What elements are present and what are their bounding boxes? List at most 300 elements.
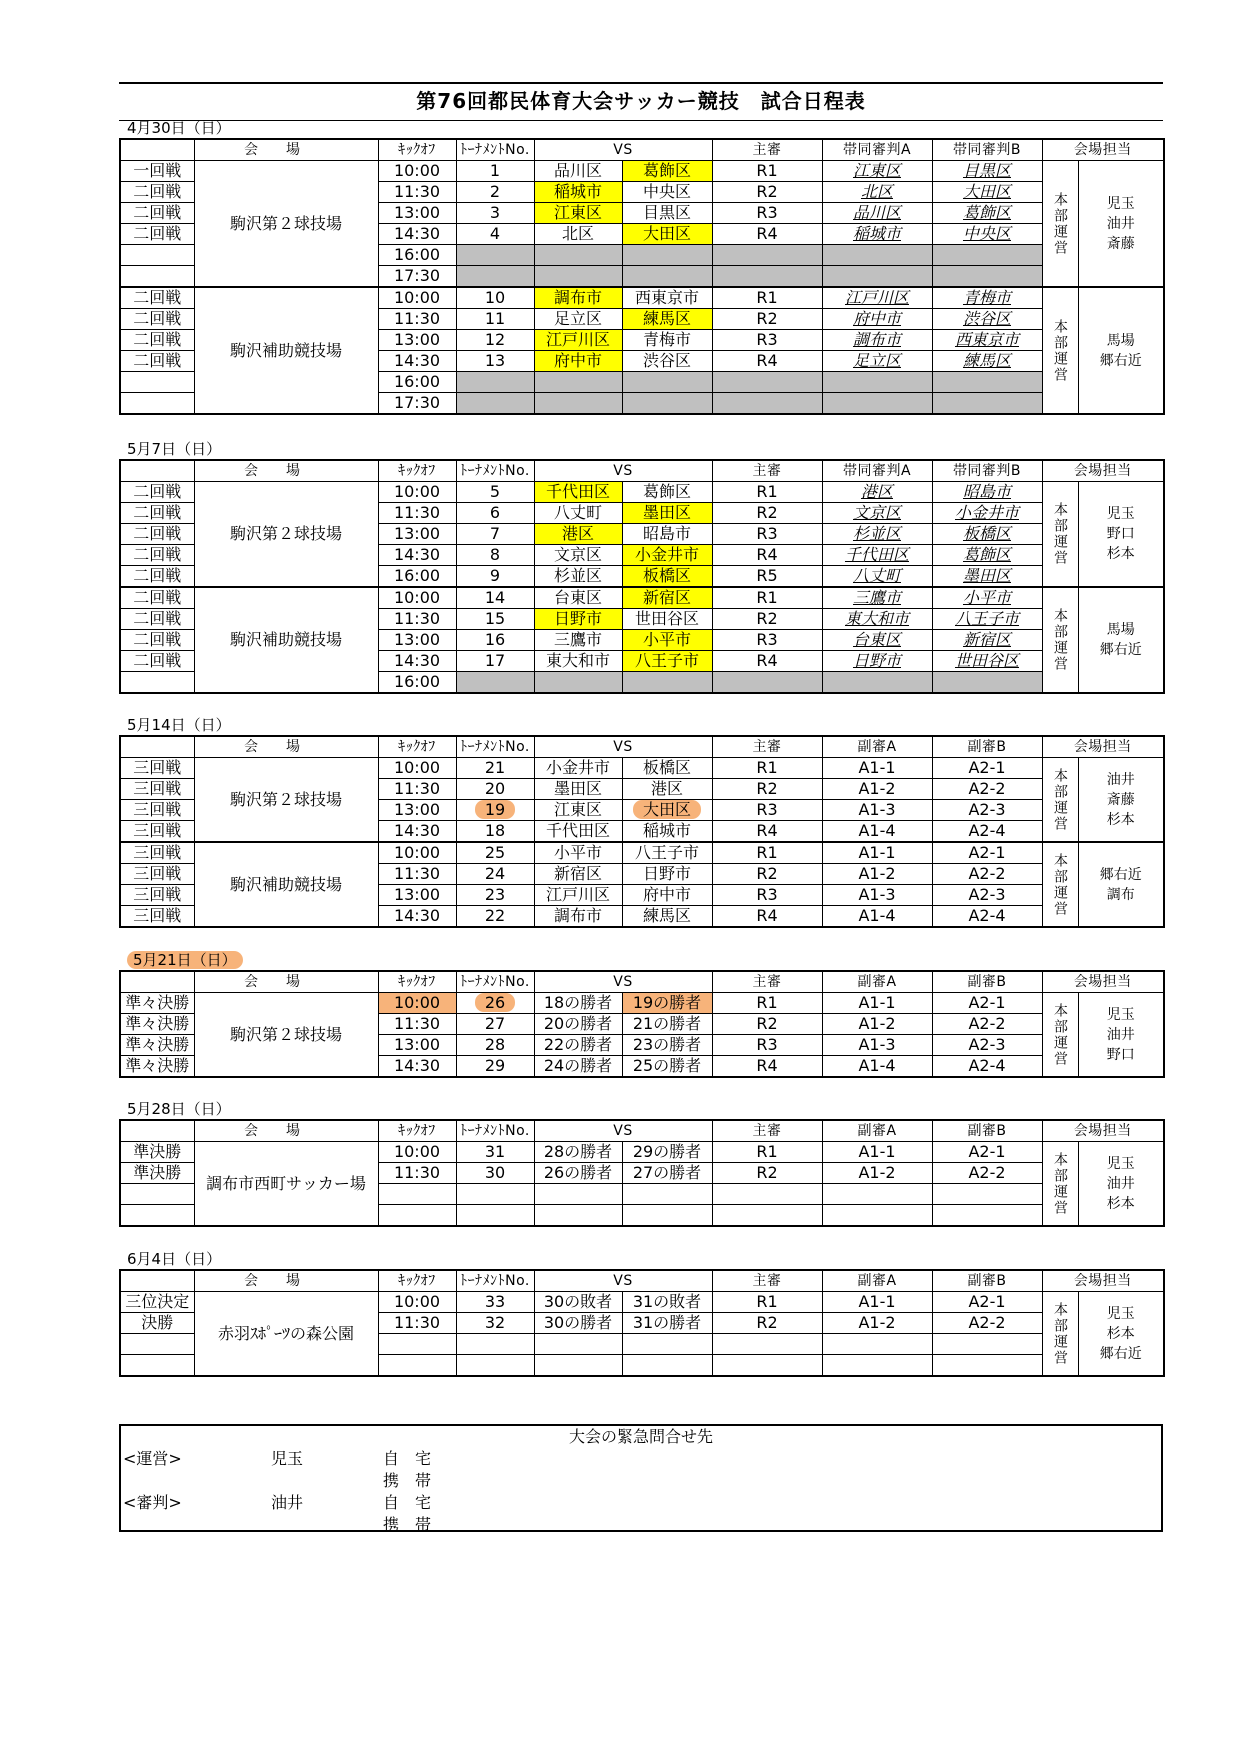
team1-cell: 20の勝者 bbox=[534, 1014, 622, 1035]
round-cell: 準々決勝 bbox=[120, 1035, 194, 1056]
contact-role: <運営> bbox=[123, 1449, 182, 1468]
assistant-b-cell: A2-3 bbox=[932, 1035, 1042, 1056]
kickoff-cell bbox=[378, 587, 456, 609]
team2-cell bbox=[622, 161, 712, 182]
kickoff-time: 14:30 bbox=[393, 351, 441, 370]
venue-cell: 赤羽ｽﾎﾟｰﾂの森公園 bbox=[194, 1292, 378, 1377]
team2-cell bbox=[622, 630, 712, 651]
kickoff-cell bbox=[378, 758, 456, 779]
team2-cell bbox=[622, 779, 712, 800]
kickoff-time: 13:00 bbox=[393, 203, 441, 222]
match-number: 24 bbox=[484, 864, 506, 883]
table-row bbox=[120, 993, 1164, 1014]
round-cell: 三回戦 bbox=[120, 906, 194, 928]
referee-cell bbox=[712, 393, 822, 415]
assistant-b-cell: 練馬区 bbox=[932, 351, 1042, 372]
assistant-b-cell bbox=[932, 1205, 1042, 1227]
team1-cell bbox=[534, 245, 622, 266]
team2-name: 大田区 bbox=[642, 224, 691, 243]
referee-cell bbox=[712, 1184, 822, 1205]
team2-name: 29の勝者 bbox=[632, 1142, 702, 1161]
header-vs: VS bbox=[534, 1120, 712, 1142]
referee-cell: R1 bbox=[712, 1292, 822, 1313]
referee-cell: R3 bbox=[712, 800, 822, 821]
section-date-text: 4月30日（日） bbox=[127, 119, 231, 137]
assistant-b-cell: A2-1 bbox=[932, 842, 1042, 864]
match-number: 16 bbox=[484, 630, 506, 649]
referee-cell: R2 bbox=[712, 1014, 822, 1035]
team1-cell: 江東区 bbox=[534, 800, 622, 821]
staff-cell bbox=[1078, 993, 1164, 1078]
header-venue: 会場 bbox=[194, 460, 378, 482]
kickoff-time: 10:00 bbox=[393, 1142, 441, 1161]
match-number-cell bbox=[456, 224, 534, 245]
kickoff-cell bbox=[378, 524, 456, 545]
header-vs: VS bbox=[534, 139, 712, 161]
header-assistant-b: 副審B bbox=[932, 1270, 1042, 1292]
header-kickoff: ｷｯｸｵﾌ bbox=[378, 1270, 456, 1292]
round-cell: 三回戦 bbox=[120, 779, 194, 800]
match-number: 18 bbox=[484, 821, 506, 840]
header-round bbox=[120, 139, 194, 161]
schedule-section bbox=[119, 950, 1163, 1078]
header-staff: 会場担当 bbox=[1042, 139, 1164, 161]
kickoff-cell bbox=[378, 864, 456, 885]
round-cell: 二回戦 bbox=[120, 287, 194, 309]
team2-cell bbox=[622, 287, 712, 309]
schedule-section bbox=[119, 1099, 1163, 1227]
match-number: 27 bbox=[484, 1014, 506, 1033]
round-cell: 二回戦 bbox=[120, 587, 194, 609]
kickoff-cell bbox=[378, 224, 456, 245]
assistant-a-cell bbox=[822, 266, 932, 288]
header-kickoff: ｷｯｸｵﾌ bbox=[378, 971, 456, 993]
round-cell: 二回戦 bbox=[120, 224, 194, 245]
team2-cell bbox=[622, 864, 712, 885]
assistant-a-cell bbox=[822, 1205, 932, 1227]
round-cell: 準々決勝 bbox=[120, 1014, 194, 1035]
team2-name: 青梅市 bbox=[642, 330, 691, 349]
round-cell bbox=[120, 393, 194, 415]
referee-cell: R3 bbox=[712, 885, 822, 906]
match-number-cell bbox=[456, 1035, 534, 1056]
team2-name: 葛飾区 bbox=[642, 482, 691, 501]
round-cell bbox=[120, 1184, 194, 1205]
staff-cell bbox=[1078, 287, 1164, 414]
match-number-cell bbox=[456, 587, 534, 609]
table-row bbox=[120, 758, 1164, 779]
round-cell: 準決勝 bbox=[120, 1163, 194, 1184]
kickoff-cell bbox=[378, 630, 456, 651]
section-date-text: 5月7日（日） bbox=[127, 440, 222, 458]
assistant-b-cell: 墨田区 bbox=[932, 566, 1042, 588]
kickoff-time: 11:30 bbox=[393, 309, 441, 328]
staff-cell bbox=[1078, 1142, 1164, 1227]
staff-name: 野口 bbox=[1106, 1046, 1135, 1063]
header-assistant-a: 帯同審判A bbox=[822, 139, 932, 161]
team1-cell: 三鷹市 bbox=[534, 630, 622, 651]
team2-cell bbox=[622, 393, 712, 415]
header-assistant-b: 帯同審判B bbox=[932, 139, 1042, 161]
staff-name: 斎藤 bbox=[1106, 235, 1135, 252]
round-cell bbox=[120, 672, 194, 694]
round-cell: 二回戦 bbox=[120, 330, 194, 351]
team1-cell bbox=[534, 1334, 622, 1355]
team1-cell: 24の勝者 bbox=[534, 1056, 622, 1078]
venue-cell: 駒沢補助競技場 bbox=[194, 587, 378, 693]
assistant-a-cell: 港区 bbox=[822, 482, 932, 503]
match-number-cell bbox=[456, 906, 534, 928]
assistant-b-cell: 昭島市 bbox=[932, 482, 1042, 503]
venue-cell: 駒沢補助競技場 bbox=[194, 842, 378, 927]
team2-name: 小金井市 bbox=[634, 545, 699, 564]
match-number: 13 bbox=[484, 351, 506, 370]
team1-cell bbox=[534, 1205, 622, 1227]
team2-cell bbox=[622, 1056, 712, 1078]
match-number-cell bbox=[456, 1163, 534, 1184]
section-date bbox=[119, 715, 1163, 735]
referee-cell: R2 bbox=[712, 864, 822, 885]
header-round bbox=[120, 971, 194, 993]
kickoff-cell bbox=[378, 545, 456, 566]
kickoff-time: 11:30 bbox=[393, 1313, 441, 1332]
kickoff-time: 16:00 bbox=[393, 372, 441, 391]
assistant-b-cell bbox=[932, 372, 1042, 393]
assistant-a-cell: A1-1 bbox=[822, 1142, 932, 1163]
team2-name: 八王子市 bbox=[634, 843, 699, 862]
header-staff: 会場担当 bbox=[1042, 736, 1164, 758]
team2-cell bbox=[622, 503, 712, 524]
table-row bbox=[120, 842, 1164, 864]
team2-cell bbox=[622, 203, 712, 224]
assistant-a-cell bbox=[822, 1184, 932, 1205]
header-assistant-a: 副審A bbox=[822, 1120, 932, 1142]
team2-cell bbox=[622, 566, 712, 588]
management-cell: 本部運営 bbox=[1042, 1142, 1078, 1227]
referee-cell: R4 bbox=[712, 224, 822, 245]
team2-name: 板橋区 bbox=[642, 758, 691, 777]
table-row bbox=[120, 161, 1164, 182]
match-number-cell bbox=[456, 672, 534, 694]
staff-cell bbox=[1078, 161, 1164, 288]
staff-name: 杉本 bbox=[1106, 546, 1135, 562]
header-referee: 主審 bbox=[712, 736, 822, 758]
assistant-b-cell: 目黒区 bbox=[932, 161, 1042, 182]
team2-cell bbox=[622, 842, 712, 864]
kickoff-cell bbox=[378, 245, 456, 266]
management-cell: 本部運営 bbox=[1042, 758, 1078, 843]
match-number-cell bbox=[456, 266, 534, 288]
team2-cell bbox=[622, 672, 712, 694]
assistant-a-cell bbox=[822, 372, 932, 393]
kickoff-time: 10:00 bbox=[393, 993, 441, 1012]
referee-cell: R1 bbox=[712, 993, 822, 1014]
assistant-b-cell: A2-2 bbox=[932, 1163, 1042, 1184]
team2-name: 中央区 bbox=[642, 182, 691, 201]
schedule-table bbox=[119, 459, 1165, 694]
round-cell: 三回戦 bbox=[120, 800, 194, 821]
section-date bbox=[119, 1249, 1163, 1269]
team1-cell: 稲城市 bbox=[534, 182, 622, 203]
referee-cell: R2 bbox=[712, 1313, 822, 1334]
management-cell: 本部運営 bbox=[1042, 161, 1078, 288]
team2-name: 19の勝者 bbox=[632, 993, 702, 1012]
staff-name: 油井 bbox=[1106, 1175, 1135, 1192]
referee-cell: R2 bbox=[712, 182, 822, 203]
kickoff-cell bbox=[378, 1163, 456, 1184]
referee-cell bbox=[712, 1355, 822, 1377]
header-row bbox=[120, 460, 1164, 482]
staff-name: 郷右近 bbox=[1099, 866, 1142, 883]
header-round bbox=[120, 460, 194, 482]
referee-cell: R1 bbox=[712, 758, 822, 779]
header-referee: 主審 bbox=[712, 460, 822, 482]
team2-name: 板橋区 bbox=[642, 566, 691, 585]
referee-cell: R4 bbox=[712, 906, 822, 928]
round-cell: 一回戦 bbox=[120, 161, 194, 182]
schedule-table bbox=[119, 1119, 1165, 1227]
schedule-section bbox=[119, 118, 1163, 415]
assistant-a-cell: 品川区 bbox=[822, 203, 932, 224]
assistant-a-cell bbox=[822, 245, 932, 266]
staff-name: 児玉 bbox=[1106, 1305, 1135, 1322]
management-cell: 本部運営 bbox=[1042, 482, 1078, 588]
referee-cell: R1 bbox=[712, 287, 822, 309]
kickoff-cell bbox=[378, 393, 456, 415]
referee-cell bbox=[712, 372, 822, 393]
team2-name: 墨田区 bbox=[642, 503, 691, 522]
assistant-b-cell: A2-1 bbox=[932, 1292, 1042, 1313]
venue-cell: 駒沢第２球技場 bbox=[194, 482, 378, 588]
round-cell bbox=[120, 372, 194, 393]
referee-cell: R5 bbox=[712, 566, 822, 588]
match-number-cell bbox=[456, 1355, 534, 1377]
header-referee: 主審 bbox=[712, 1120, 822, 1142]
contact-role: <審判> bbox=[123, 1493, 182, 1512]
team2-name: 31の勝者 bbox=[632, 1313, 702, 1332]
staff-name: 油井 bbox=[1106, 1026, 1135, 1043]
team2-name: 港区 bbox=[650, 779, 683, 798]
team1-cell: 港区 bbox=[534, 524, 622, 545]
management-cell: 本部運営 bbox=[1042, 587, 1078, 693]
kickoff-cell bbox=[378, 885, 456, 906]
referee-cell bbox=[712, 1205, 822, 1227]
assistant-b-cell: 渋谷区 bbox=[932, 309, 1042, 330]
team2-name: 小平市 bbox=[642, 630, 691, 649]
assistant-a-cell: A1-2 bbox=[822, 1163, 932, 1184]
referee-cell: R4 bbox=[712, 545, 822, 566]
header-venue: 会場 bbox=[194, 139, 378, 161]
team2-cell bbox=[622, 372, 712, 393]
referee-cell: R1 bbox=[712, 842, 822, 864]
assistant-a-cell: A1-4 bbox=[822, 821, 932, 843]
team2-name: 27の勝者 bbox=[632, 1163, 702, 1182]
table-row bbox=[120, 1292, 1164, 1313]
section-date-text: 5月14日（日） bbox=[127, 716, 231, 734]
assistant-a-cell: A1-2 bbox=[822, 1313, 932, 1334]
team2-cell bbox=[622, 309, 712, 330]
match-number: 29 bbox=[484, 1056, 506, 1075]
header-referee: 主審 bbox=[712, 1270, 822, 1292]
team2-name: 葛飾区 bbox=[642, 161, 691, 180]
assistant-b-cell: A2-2 bbox=[932, 779, 1042, 800]
team1-cell: 墨田区 bbox=[534, 779, 622, 800]
assistant-a-cell bbox=[822, 1355, 932, 1377]
assistant-a-cell: A1-4 bbox=[822, 1056, 932, 1078]
schedule-table bbox=[119, 970, 1165, 1078]
assistant-b-cell: 世田谷区 bbox=[932, 651, 1042, 672]
match-number: 14 bbox=[484, 588, 506, 607]
staff-name: 野口 bbox=[1106, 526, 1135, 542]
kickoff-time: 11:30 bbox=[393, 1163, 441, 1182]
assistant-a-cell: A1-2 bbox=[822, 864, 932, 885]
assistant-a-cell bbox=[822, 393, 932, 415]
kickoff-time: 11:30 bbox=[393, 182, 441, 201]
match-number: 25 bbox=[484, 843, 506, 862]
contact-name: 児玉 bbox=[271, 1449, 304, 1468]
staff-name: 油井 bbox=[1106, 215, 1135, 232]
team1-cell: 台東区 bbox=[534, 587, 622, 609]
team1-cell: 28の勝者 bbox=[534, 1142, 622, 1163]
contact-box bbox=[119, 1424, 1163, 1532]
kickoff-time: 13:00 bbox=[393, 630, 441, 649]
venue-cell: 駒沢第２球技場 bbox=[194, 758, 378, 843]
kickoff-cell bbox=[378, 330, 456, 351]
header-round bbox=[120, 1120, 194, 1142]
kickoff-time: 17:30 bbox=[393, 266, 441, 285]
team1-cell: 八丈町 bbox=[534, 503, 622, 524]
referee-cell bbox=[712, 1334, 822, 1355]
team1-cell: 30の敗者 bbox=[534, 1292, 622, 1313]
kickoff-time: 14:30 bbox=[393, 906, 441, 925]
header-referee: 主審 bbox=[712, 971, 822, 993]
assistant-a-cell: A1-2 bbox=[822, 1014, 932, 1035]
header-venue: 会場 bbox=[194, 1120, 378, 1142]
team1-cell: 文京区 bbox=[534, 545, 622, 566]
match-number-cell bbox=[456, 524, 534, 545]
match-number-cell bbox=[456, 821, 534, 843]
team2-cell bbox=[622, 545, 712, 566]
kickoff-time: 11:30 bbox=[393, 503, 441, 522]
staff-cell bbox=[1078, 842, 1164, 927]
kickoff-cell bbox=[378, 651, 456, 672]
header-assistant-a: 副審A bbox=[822, 971, 932, 993]
kickoff-cell bbox=[378, 842, 456, 864]
assistant-a-cell: A1-1 bbox=[822, 758, 932, 779]
venue-cell: 駒沢補助競技場 bbox=[194, 287, 378, 414]
referee-cell: R1 bbox=[712, 1142, 822, 1163]
match-number: 9 bbox=[489, 566, 501, 585]
assistant-a-cell: 文京区 bbox=[822, 503, 932, 524]
match-number-cell bbox=[456, 545, 534, 566]
assistant-a-cell: A1-3 bbox=[822, 885, 932, 906]
team2-cell bbox=[622, 758, 712, 779]
contact-type: 自 宅 bbox=[383, 1449, 432, 1468]
referee-cell: R2 bbox=[712, 609, 822, 630]
assistant-b-cell: 西東京市 bbox=[932, 330, 1042, 351]
team2-name: 渋谷区 bbox=[642, 351, 691, 370]
match-number-cell bbox=[456, 330, 534, 351]
table-row bbox=[120, 1142, 1164, 1163]
match-number: 5 bbox=[489, 482, 501, 501]
kickoff-time: 11:30 bbox=[393, 779, 441, 798]
round-cell bbox=[120, 1205, 194, 1227]
team1-cell bbox=[534, 1184, 622, 1205]
table-row bbox=[120, 287, 1164, 309]
header-venue: 会場 bbox=[194, 736, 378, 758]
referee-cell: R2 bbox=[712, 779, 822, 800]
team1-cell: 調布市 bbox=[534, 906, 622, 928]
match-number-cell bbox=[456, 864, 534, 885]
team1-cell: 26の勝者 bbox=[534, 1163, 622, 1184]
match-number-cell bbox=[456, 800, 534, 821]
team2-name: 25の勝者 bbox=[632, 1056, 702, 1075]
header-row bbox=[120, 1270, 1164, 1292]
team2-cell bbox=[622, 1292, 712, 1313]
kickoff-time: 14:30 bbox=[393, 545, 441, 564]
assistant-b-cell: A2-4 bbox=[932, 906, 1042, 928]
match-number-cell bbox=[456, 309, 534, 330]
team2-name: 府中市 bbox=[642, 885, 691, 904]
match-number-cell bbox=[456, 630, 534, 651]
assistant-b-cell: A2-2 bbox=[932, 1313, 1042, 1334]
assistant-a-cell: A1-3 bbox=[822, 1035, 932, 1056]
referee-cell: R3 bbox=[712, 630, 822, 651]
header-assistant-a: 副審A bbox=[822, 736, 932, 758]
assistant-b-cell: A2-1 bbox=[932, 993, 1042, 1014]
section-date-text: 5月21日（日） bbox=[127, 951, 243, 969]
header-number: ﾄｰﾅﾒﾝﾄNo. bbox=[456, 1120, 534, 1142]
venue-cell: 調布市西町サッカー場 bbox=[194, 1142, 378, 1227]
match-number-cell bbox=[456, 758, 534, 779]
assistant-b-cell: 葛飾区 bbox=[932, 203, 1042, 224]
staff-name: 郷右近 bbox=[1099, 352, 1142, 369]
staff-name: 児玉 bbox=[1106, 1006, 1135, 1023]
kickoff-cell bbox=[378, 800, 456, 821]
schedule-table bbox=[119, 1269, 1165, 1377]
team2-name: 稲城市 bbox=[642, 821, 691, 840]
match-number-cell bbox=[456, 566, 534, 588]
management-cell: 本部運営 bbox=[1042, 1292, 1078, 1377]
staff-name: 杉本 bbox=[1106, 811, 1135, 828]
header-kickoff: ｷｯｸｵﾌ bbox=[378, 460, 456, 482]
match-number-cell bbox=[456, 393, 534, 415]
title-bar bbox=[119, 82, 1163, 121]
match-number-cell bbox=[456, 351, 534, 372]
team2-cell bbox=[622, 1355, 712, 1377]
kickoff-cell bbox=[378, 1334, 456, 1355]
kickoff-cell bbox=[378, 1142, 456, 1163]
assistant-b-cell: A2-1 bbox=[932, 1142, 1042, 1163]
assistant-a-cell: 東大和市 bbox=[822, 609, 932, 630]
team1-cell: 22の勝者 bbox=[534, 1035, 622, 1056]
staff-cell bbox=[1078, 1292, 1164, 1377]
assistant-b-cell: A2-3 bbox=[932, 800, 1042, 821]
assistant-a-cell: 千代田区 bbox=[822, 545, 932, 566]
match-number-cell bbox=[456, 245, 534, 266]
header-venue: 会場 bbox=[194, 1270, 378, 1292]
match-number: 12 bbox=[484, 330, 506, 349]
assistant-b-cell bbox=[932, 1355, 1042, 1377]
schedule-table bbox=[119, 138, 1165, 415]
assistant-b-cell: 小平市 bbox=[932, 587, 1042, 609]
kickoff-time: 11:30 bbox=[393, 864, 441, 883]
header-number: ﾄｰﾅﾒﾝﾄNo. bbox=[456, 139, 534, 161]
section-date bbox=[119, 1099, 1163, 1119]
assistant-b-cell: 新宿区 bbox=[932, 630, 1042, 651]
match-number-cell bbox=[456, 1142, 534, 1163]
kickoff-cell bbox=[378, 182, 456, 203]
